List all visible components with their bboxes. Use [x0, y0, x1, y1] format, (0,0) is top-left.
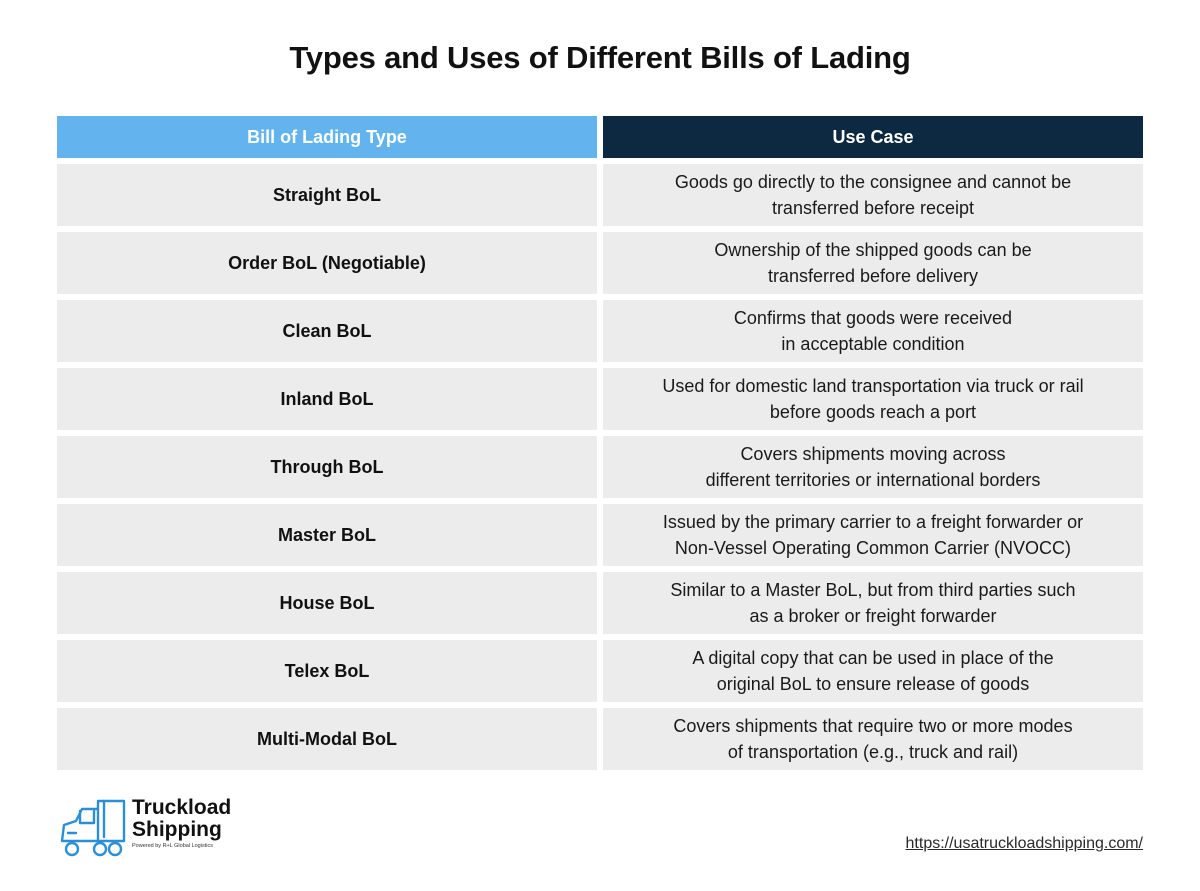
header-use-case: Use Case [603, 116, 1143, 158]
page-title: Types and Uses of Different Bills of Lading [289, 40, 911, 75]
table-row [57, 708, 1143, 770]
truckload-shipping-logo [58, 793, 268, 863]
table-row [57, 164, 1143, 226]
bol-type-cell: Multi-Modal BoL [57, 708, 597, 770]
table-row [57, 436, 1143, 498]
use-case-cell: Used for domestic land transportation via truck or rail before goods reach a port [603, 368, 1143, 430]
table-row [57, 300, 1143, 362]
logo-word-truckload: Truckload [132, 796, 232, 819]
website-link[interactable]: https://usatruckloadshipping.com/ [905, 835, 1143, 852]
use-case-cell: A digital copy that can be used in place of the original BoL to ensure release of goods [603, 640, 1143, 702]
table-row [57, 572, 1143, 634]
bol-table [57, 116, 1143, 776]
use-case-cell: Goods go directly to the consignee and cannot be transferred before receipt [603, 164, 1143, 226]
bol-type-cell: Straight BoL [57, 164, 597, 226]
bol-type-cell: House BoL [57, 572, 597, 634]
bol-type-cell: Inland BoL [57, 368, 597, 430]
use-case-cell: Confirms that goods were received in acceptable condition [603, 300, 1143, 362]
use-case-cell: Similar to a Master BoL, but from third parties such as a broker or freight forwarder [603, 572, 1143, 634]
bol-type-cell: Clean BoL [57, 300, 597, 362]
table-row [57, 504, 1143, 566]
truck-icon [58, 797, 130, 859]
use-case-cell: Covers shipments moving across different territories or international borders [603, 436, 1143, 498]
use-case-cell: Covers shipments that require two or more modes of transportation (e.g., truck and rail) [603, 708, 1143, 770]
bol-type-cell: Master BoL [57, 504, 597, 566]
header-bill-of-lading-type: Bill of Lading Type [57, 116, 597, 158]
table-header-row [57, 116, 1143, 158]
table-row [57, 640, 1143, 702]
bol-type-cell: Order BoL (Negotiable) [57, 232, 597, 294]
table-row [57, 232, 1143, 294]
use-case-cell: Ownership of the shipped goods can be transferred before delivery [603, 232, 1143, 294]
bol-type-cell: Telex BoL [57, 640, 597, 702]
bol-type-cell: Through BoL [57, 436, 597, 498]
logo-tagline: Powered by R+L Global Logistics [132, 843, 213, 849]
logo-word-shipping: Shipping [132, 818, 222, 841]
table-row [57, 368, 1143, 430]
use-case-cell: Issued by the primary carrier to a freight forwarder or Non-Vessel Operating Common Carrier (NVOCC) [603, 504, 1143, 566]
